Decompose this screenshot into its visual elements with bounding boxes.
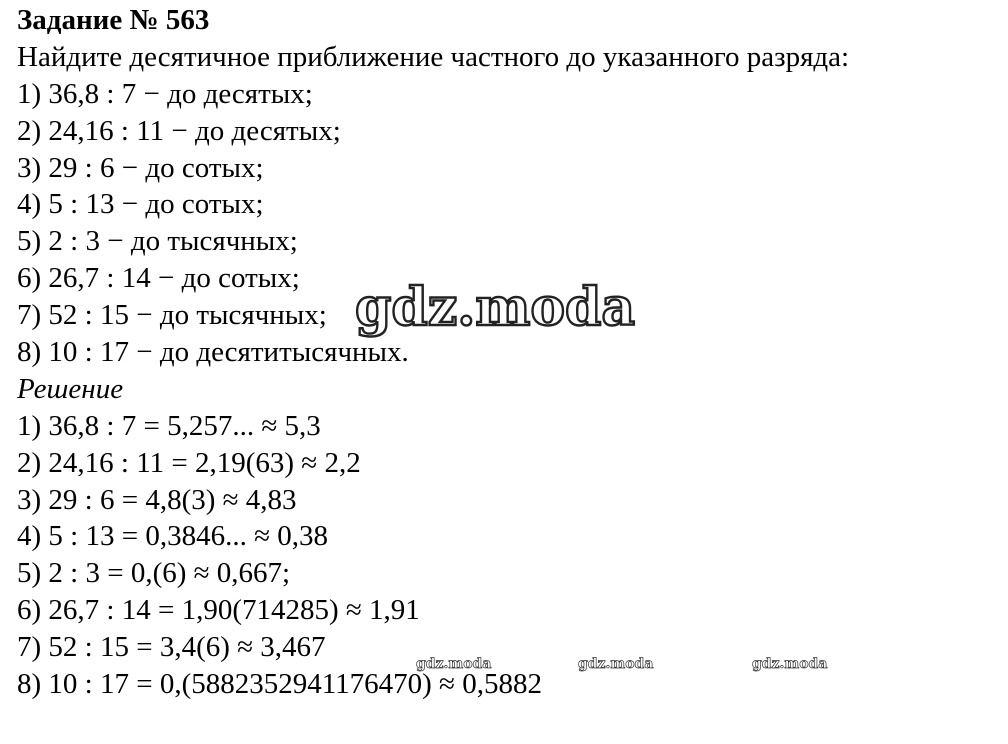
solution-item: 3) 29 : 6 = 4,8(3) ≈ 4,83 [17,483,297,516]
watermark-small: gdz.moda [416,656,492,672]
task-item: 5) 2 : 3 − до тысячных; [17,225,298,258]
task-item: 7) 52 : 15 − до тысячных; [17,299,327,332]
task-item: 4) 5 : 13 − до сотых; [17,188,264,221]
solution-item: 7) 52 : 15 = 3,4(6) ≈ 3,467 [17,631,326,664]
task-item: 3) 29 : 6 − до сотых; [17,151,264,184]
solution-item: 2) 24,16 : 11 = 2,19(63) ≈ 2,2 [17,446,361,479]
task-item: 8) 10 : 17 − до десятитысячных. [17,336,409,369]
task-item: 2) 24,16 : 11 − до десятых; [17,114,341,147]
watermark-small: gdz.moda [578,656,654,672]
watermark-small: gdz.moda [752,656,828,672]
solution-item: 5) 2 : 3 = 0,(6) ≈ 0,667; [17,557,291,590]
watermark-main: gdz.moda [355,277,636,338]
task-item: 6) 26,7 : 14 − до сотых; [17,262,300,295]
solution-item: 8) 10 : 17 = 0,(5882352941176470) ≈ 0,5882 [17,668,542,701]
task-title: Задание № 563 [17,4,210,36]
task-prompt: Найдите десятичное приближение частного до указанного разряда: [17,40,850,73]
solution-item: 1) 36,8 : 7 = 5,257... ≈ 5,3 [17,409,321,442]
solution-heading: Решение [17,372,124,405]
task-item: 1) 36,8 : 7 − до десятых; [17,77,313,110]
solution-list [17,408,997,703]
solution-item: 6) 26,7 : 14 = 1,90(714285) ≈ 1,91 [17,594,420,627]
document-page [17,2,997,703]
solution-item: 4) 5 : 13 = 0,3846... ≈ 0,38 [17,520,328,553]
